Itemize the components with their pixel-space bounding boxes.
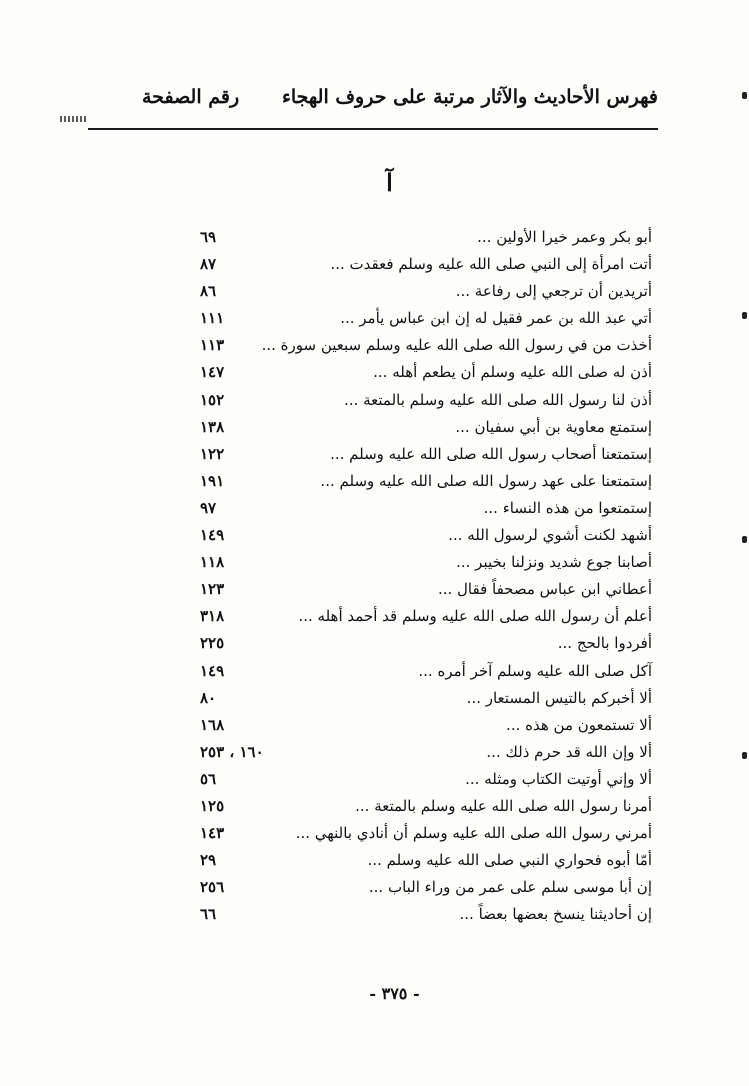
index-entry <box>100 849 660 876</box>
index-entry <box>100 632 660 659</box>
scan-edge-mark <box>742 752 747 759</box>
entry-page-number: ١٩١ <box>200 471 225 490</box>
entry-text: أتت امرأة إلى النبي صلى الله عليه وسلم فعقدت ... <box>330 255 652 274</box>
entry-text: إن أحاديثنا ينسخ بعضها بعضاً ... <box>459 905 652 924</box>
entry-text: أخذت من في رسول الله صلى الله عليه وسلم سبعين سورة ... <box>261 336 652 355</box>
entry-text: ألا تستمعون من هذه ... <box>506 715 652 734</box>
index-entry <box>100 389 660 416</box>
entry-page-number: ٩٧ <box>200 498 217 517</box>
index-entry <box>100 416 660 443</box>
index-entry <box>100 497 660 524</box>
entry-text: إستمتعنا على عهد رسول الله صلى الله عليه وسلم ... <box>320 471 652 490</box>
entry-page-number: ٦٦ <box>200 905 217 924</box>
index-entry <box>100 605 660 632</box>
index-entry <box>100 280 660 307</box>
entry-page-number: ١٤٩ <box>200 526 225 545</box>
index-entry-list <box>100 226 660 930</box>
index-entry <box>100 334 660 361</box>
index-entry <box>100 307 660 334</box>
entry-page-number: ١٢٢ <box>200 444 225 463</box>
entry-page-number: ٥٦ <box>200 769 217 788</box>
entry-text: إستمتعوا من هذه النساء ... <box>483 498 652 517</box>
index-entry <box>100 822 660 849</box>
entry-page-number: ١٤٣ <box>200 824 225 843</box>
entry-page-number: ١١٨ <box>200 553 225 572</box>
index-entry <box>100 253 660 280</box>
entry-page-number: ١٦٠ ، ٢٥٣ <box>200 742 264 761</box>
entry-page-number: ١٤٩ <box>200 661 225 680</box>
page-header <box>118 84 658 120</box>
entry-text: أصابنا جوع شديد ونزلنا بخيبر ... <box>456 553 652 572</box>
scan-edge-mark <box>742 92 747 99</box>
entry-text: أذن لنا رسول الله صلى الله عليه وسلم بالمتعة ... <box>344 390 652 409</box>
entry-text: ألا وإني أوتيت الكتاب ومثله ... <box>465 769 652 788</box>
entry-page-number: ١٦٨ <box>200 715 225 734</box>
index-entry <box>100 361 660 388</box>
index-title: فهرس الأحاديث والآثار مرتبة على حروف الهجاء <box>281 86 658 108</box>
entry-page-number: ١٢٥ <box>200 796 225 815</box>
entry-page-number: ٢٢٥ <box>200 634 225 653</box>
entry-text: آكل صلى الله عليه وسلم آخر أمره ... <box>418 661 652 680</box>
index-entry <box>100 226 660 253</box>
header-divider <box>88 128 658 130</box>
entry-text: أتي عبد الله بن عمر فقيل له إن ابن عباس يأمر ... <box>340 309 652 328</box>
index-entry <box>100 524 660 551</box>
entry-page-number: ٨٧ <box>200 255 217 274</box>
entry-page-number: ١٣٨ <box>200 417 225 436</box>
entry-text: إن أبا موسى سلم على عمر من وراء الباب ... <box>368 878 652 897</box>
entry-text: إستمتع معاوية بن أبي سفيان ... <box>455 417 652 436</box>
index-entry <box>100 687 660 714</box>
index-entry <box>100 903 660 930</box>
entry-text: أعلم أن رسول الله صلى الله عليه وسلم قد أحمد أهله ... <box>298 607 652 626</box>
scan-edge-mark <box>742 312 747 319</box>
page-number: - ٣٧٥ - <box>369 984 420 1003</box>
entry-text: أمرني رسول الله صلى الله عليه وسلم أن أنادي بالنهي ... <box>295 824 652 843</box>
entry-page-number: ١٢٣ <box>200 580 225 599</box>
entry-text: أتريدين أن ترجعي إلى رفاعة ... <box>455 282 652 301</box>
entry-page-number: ٢٥٦ <box>200 878 225 897</box>
entry-text: ألا وإن الله قد حرم ذلك ... <box>486 742 652 761</box>
index-entry <box>100 551 660 578</box>
entry-page-number: ٢٩ <box>200 851 217 870</box>
index-entry <box>100 470 660 497</box>
index-entry <box>100 876 660 903</box>
index-entry <box>100 741 660 768</box>
index-entry <box>100 443 660 470</box>
entry-page-number: ١١١ <box>200 309 225 328</box>
entry-text: أعطاني ابن عباس مصحفاً فقال ... <box>437 580 652 599</box>
entry-page-number: ٦٩ <box>200 228 217 246</box>
index-entry <box>100 795 660 822</box>
section-letter-heading: آ <box>386 168 393 197</box>
entry-page-number: ٨٦ <box>200 282 217 301</box>
index-entry <box>100 768 660 795</box>
entry-text: إستمتعنا أصحاب رسول الله صلى الله عليه وسلم ... <box>330 444 652 463</box>
entry-page-number: ١٥٢ <box>200 390 225 409</box>
entry-text: أبو بكر وعمر خيرا الأولين ... <box>477 228 652 246</box>
index-entry <box>100 714 660 741</box>
entry-page-number: ٨٠ <box>200 688 217 707</box>
entry-text: أذن له صلى الله عليه وسلم أن يطعم أهله ... <box>373 363 652 382</box>
entry-text: أفردوا بالحج ... <box>557 634 652 653</box>
entry-page-number: ١٤٧ <box>200 363 225 382</box>
entry-text: ألا أخبركم بالتيس المستعار ... <box>466 688 652 707</box>
entry-page-number: ١١٣ <box>200 336 225 355</box>
entry-text: أمرنا رسول الله صلى الله عليه وسلم بالمتعة ... <box>355 796 652 815</box>
page-number-column-label: رقم الصفحة <box>142 86 240 108</box>
entry-page-number: ٣١٨ <box>200 607 225 626</box>
ink-smudge <box>60 116 86 122</box>
index-entry <box>100 578 660 605</box>
index-entry <box>100 660 660 687</box>
entry-text: أمّا أبوه فحواري النبي صلى الله عليه وسلم ... <box>367 851 652 870</box>
scan-edge-mark <box>742 536 747 543</box>
entry-text: أشهد لكنت أشوي لرسول الله ... <box>448 526 652 545</box>
